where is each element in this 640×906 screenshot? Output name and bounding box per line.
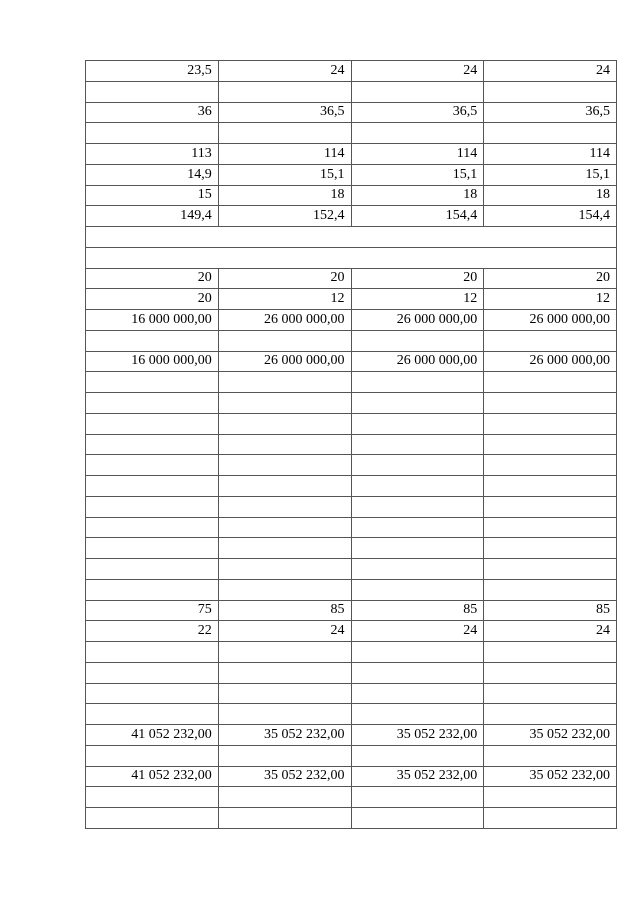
table-cell	[218, 476, 351, 497]
table-cell: 26 000 000,00	[218, 310, 351, 331]
table-cell: 24	[484, 621, 617, 642]
table-cell	[218, 81, 351, 102]
table-cell	[86, 330, 219, 351]
table-row	[86, 185, 617, 206]
table-cell	[218, 662, 351, 683]
table-cell	[218, 123, 351, 144]
table-cell	[484, 704, 617, 725]
table-cell: 26 000 000,00	[218, 351, 351, 372]
table-cell	[484, 330, 617, 351]
table-cell	[86, 413, 219, 434]
table-row	[86, 745, 617, 766]
table-cell	[351, 476, 484, 497]
table-cell: 16 000 000,00	[86, 310, 219, 331]
table-cell	[86, 455, 219, 476]
table-cell: 154,4	[484, 206, 617, 227]
table-row	[86, 413, 617, 434]
table-cell: 24	[218, 621, 351, 642]
table-cell	[218, 745, 351, 766]
table-row	[86, 123, 617, 144]
table-cell	[484, 81, 617, 102]
table-cell	[218, 538, 351, 559]
table-cell	[351, 434, 484, 455]
table-row	[86, 268, 617, 289]
table-cell	[86, 559, 219, 580]
table-cell: 113	[86, 144, 219, 165]
table-cell	[351, 413, 484, 434]
table-cell	[218, 496, 351, 517]
table-body	[86, 61, 617, 829]
table-cell	[351, 683, 484, 704]
table-cell	[484, 123, 617, 144]
table-cell: 152,4	[218, 206, 351, 227]
table-cell	[351, 642, 484, 663]
table-cell	[86, 579, 219, 600]
table-cell: 35 052 232,00	[351, 766, 484, 787]
table-cell	[86, 496, 219, 517]
table-cell	[86, 662, 219, 683]
table-cell	[218, 330, 351, 351]
table-cell: 85	[218, 600, 351, 621]
table-cell	[218, 683, 351, 704]
table-cell	[351, 496, 484, 517]
table-cell: 41 052 232,00	[86, 725, 219, 746]
table-cell	[86, 704, 219, 725]
data-table	[85, 60, 617, 829]
table-cell: 12	[218, 289, 351, 310]
table-cell: 20	[86, 289, 219, 310]
table-cell	[484, 413, 617, 434]
table-row	[86, 642, 617, 663]
table-cell: 20	[351, 268, 484, 289]
table-cell: 15	[86, 185, 219, 206]
table-cell	[218, 413, 351, 434]
table-cell	[484, 434, 617, 455]
table-cell	[86, 787, 219, 808]
table-cell	[218, 455, 351, 476]
table-cell: 35 052 232,00	[484, 766, 617, 787]
table-cell	[351, 538, 484, 559]
table-cell	[218, 787, 351, 808]
table-cell	[218, 808, 351, 829]
table-cell	[86, 81, 219, 102]
table-cell	[484, 393, 617, 414]
table-cell: 114	[351, 144, 484, 165]
table-cell: 85	[484, 600, 617, 621]
table-cell	[86, 393, 219, 414]
table-row	[86, 683, 617, 704]
table-cell: 36	[86, 102, 219, 123]
table-cell	[86, 372, 219, 393]
table-cell	[351, 559, 484, 580]
table-cell: 35 052 232,00	[351, 725, 484, 746]
table-cell: 24	[484, 61, 617, 82]
table-cell: 35 052 232,00	[218, 725, 351, 746]
table-cell	[218, 372, 351, 393]
table-cell: 18	[351, 185, 484, 206]
table-cell	[484, 455, 617, 476]
table-row	[86, 81, 617, 102]
table-cell: 18	[218, 185, 351, 206]
table-cell	[218, 704, 351, 725]
table-cell	[86, 247, 617, 268]
table-cell	[351, 808, 484, 829]
table-cell	[351, 455, 484, 476]
table-row	[86, 766, 617, 787]
table-row	[86, 393, 617, 414]
table-cell	[484, 372, 617, 393]
table-cell: 12	[351, 289, 484, 310]
table-row	[86, 704, 617, 725]
table-row	[86, 496, 617, 517]
table-row	[86, 102, 617, 123]
table-cell	[484, 496, 617, 517]
table-cell: 154,4	[351, 206, 484, 227]
table-cell: 35 052 232,00	[484, 725, 617, 746]
table-cell: 18	[484, 185, 617, 206]
table-cell	[351, 393, 484, 414]
table-row	[86, 517, 617, 538]
table-cell: 26 000 000,00	[351, 351, 484, 372]
table-row	[86, 227, 617, 248]
table-cell	[86, 683, 219, 704]
table-cell	[218, 517, 351, 538]
table-row	[86, 330, 617, 351]
table-cell: 36,5	[484, 102, 617, 123]
table-cell: 35 052 232,00	[218, 766, 351, 787]
table-cell: 26 000 000,00	[351, 310, 484, 331]
table-cell	[484, 642, 617, 663]
table-cell	[218, 559, 351, 580]
table-cell	[218, 393, 351, 414]
table-cell: 75	[86, 600, 219, 621]
table-cell: 14,9	[86, 164, 219, 185]
table-cell: 20	[86, 268, 219, 289]
table-cell: 24	[351, 621, 484, 642]
table-row	[86, 144, 617, 165]
table-cell	[351, 745, 484, 766]
table-cell	[218, 642, 351, 663]
table-cell: 85	[351, 600, 484, 621]
table-cell	[351, 372, 484, 393]
table-row	[86, 206, 617, 227]
table-cell	[484, 787, 617, 808]
table-cell	[484, 745, 617, 766]
table-cell: 15,1	[484, 164, 617, 185]
table-row	[86, 455, 617, 476]
table-cell: 24	[218, 61, 351, 82]
table-cell	[86, 745, 219, 766]
table-cell: 20	[484, 268, 617, 289]
table-cell: 36,5	[218, 102, 351, 123]
table-row	[86, 600, 617, 621]
table-cell	[86, 808, 219, 829]
table-cell: 20	[218, 268, 351, 289]
table-row	[86, 787, 617, 808]
table-row	[86, 289, 617, 310]
table-cell	[351, 330, 484, 351]
table-row	[86, 351, 617, 372]
table-cell	[86, 476, 219, 497]
table-cell	[86, 227, 617, 248]
table-row	[86, 579, 617, 600]
table-cell	[484, 662, 617, 683]
table-row	[86, 310, 617, 331]
table-cell: 114	[218, 144, 351, 165]
table-cell	[86, 642, 219, 663]
table-cell: 15,1	[351, 164, 484, 185]
table-cell	[484, 476, 617, 497]
table-cell	[218, 434, 351, 455]
table-row	[86, 476, 617, 497]
table-row	[86, 538, 617, 559]
table-cell	[484, 683, 617, 704]
table-cell	[484, 579, 617, 600]
table-cell: 23,5	[86, 61, 219, 82]
table-row	[86, 61, 617, 82]
table-row	[86, 372, 617, 393]
table-row	[86, 725, 617, 746]
table-cell: 12	[484, 289, 617, 310]
table-cell	[484, 808, 617, 829]
table-cell: 114	[484, 144, 617, 165]
table-cell	[351, 787, 484, 808]
table-cell: 26 000 000,00	[484, 310, 617, 331]
table-row	[86, 434, 617, 455]
table-cell: 149,4	[86, 206, 219, 227]
table-cell: 22	[86, 621, 219, 642]
table-row	[86, 247, 617, 268]
table-row	[86, 164, 617, 185]
table-cell: 24	[351, 61, 484, 82]
table-cell	[86, 123, 219, 144]
table-cell	[351, 123, 484, 144]
table-cell	[351, 517, 484, 538]
table-cell	[86, 538, 219, 559]
table-cell	[484, 559, 617, 580]
table-cell	[351, 704, 484, 725]
table-cell	[86, 517, 219, 538]
table-cell	[86, 434, 219, 455]
table-cell	[351, 662, 484, 683]
table-row	[86, 808, 617, 829]
table-cell	[351, 81, 484, 102]
table-cell: 26 000 000,00	[484, 351, 617, 372]
table-cell	[351, 579, 484, 600]
table-row	[86, 559, 617, 580]
table-cell: 15,1	[218, 164, 351, 185]
table-cell: 41 052 232,00	[86, 766, 219, 787]
table-cell	[218, 579, 351, 600]
table-row	[86, 621, 617, 642]
table-cell	[484, 538, 617, 559]
table-row	[86, 662, 617, 683]
table-cell	[484, 517, 617, 538]
table-cell: 16 000 000,00	[86, 351, 219, 372]
table-cell: 36,5	[351, 102, 484, 123]
